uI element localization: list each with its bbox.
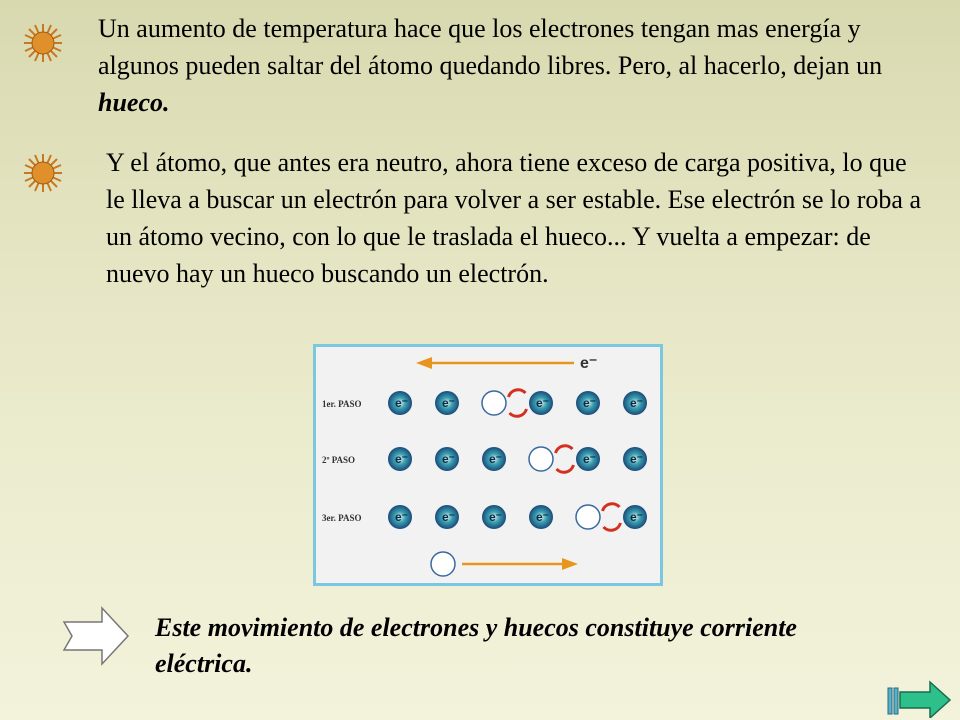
paragraph-temperature: [98, 10, 928, 121]
electron-label: e⁻: [395, 510, 409, 524]
electron-label: e⁻: [395, 452, 409, 466]
paragraph-temperature-text: Un aumento de temperatura hace que los electrones tengan mas energía y algunos pueden saltar del átomo quedando libres. Pero, al hacerlo, dejan un: [98, 14, 883, 80]
electron-label: e⁻: [442, 452, 456, 466]
electron-hole-diagram: [313, 344, 663, 586]
paragraph-atom: Y el átomo, que antes era neutro, ahora tiene exceso de carga positiva, lo que le lleva a buscar un electrón para volver a ser estable. Ese electrón se lo roba a un átomo vecino, con lo que le traslada el hueco... Y vuelta a empezar: de nuevo hay un hueco buscando un electrón.: [106, 148, 922, 288]
sun-bullet-icon: [22, 152, 64, 194]
hole-flow-arrow: [431, 552, 578, 576]
swap-arrow-top: [556, 446, 573, 453]
conclusion-text: Este movimiento de electrones y huecos constituye corriente eléctrica.: [155, 613, 797, 678]
electron-label: e⁻: [489, 452, 503, 466]
swap-arrow-top: [603, 504, 620, 511]
swap-arrow-top: [509, 390, 526, 397]
hole-circle: [529, 447, 553, 471]
electron-label: e⁻: [536, 396, 550, 410]
electron-label: e⁻: [395, 396, 409, 410]
electron-flow-arrow: [416, 357, 574, 369]
electron-label: e⁻: [442, 396, 456, 410]
sun-bullet-icon: [22, 22, 64, 64]
electron-label: e⁻: [583, 452, 597, 466]
diagram-canvas: [316, 347, 660, 583]
electron-label: e⁻: [489, 510, 503, 524]
step-label: 2º PASO: [322, 455, 356, 465]
swap-arrow-bottom: [557, 465, 574, 472]
next-arrow-icon[interactable]: [886, 680, 952, 718]
swap-arrow-bottom: [604, 523, 621, 530]
step-label: 1er. PASO: [322, 399, 362, 409]
electron-label: e⁻: [536, 510, 550, 524]
hole-circle: [576, 505, 600, 529]
step-label: 3er. PASO: [322, 513, 362, 523]
hole-circle: [482, 391, 506, 415]
electron-label: e⁻: [630, 396, 644, 410]
electron-label: e⁻: [630, 510, 644, 524]
electron-label: e⁻: [630, 452, 644, 466]
hueco-emphasis: hueco.: [98, 88, 170, 117]
electron-label: e⁻: [583, 396, 597, 410]
swap-arrow-bottom: [510, 409, 527, 416]
electron-label: e⁻: [442, 510, 456, 524]
electron-flow-label: e⁻: [580, 355, 598, 372]
conclusion-arrow-icon: [62, 606, 130, 666]
